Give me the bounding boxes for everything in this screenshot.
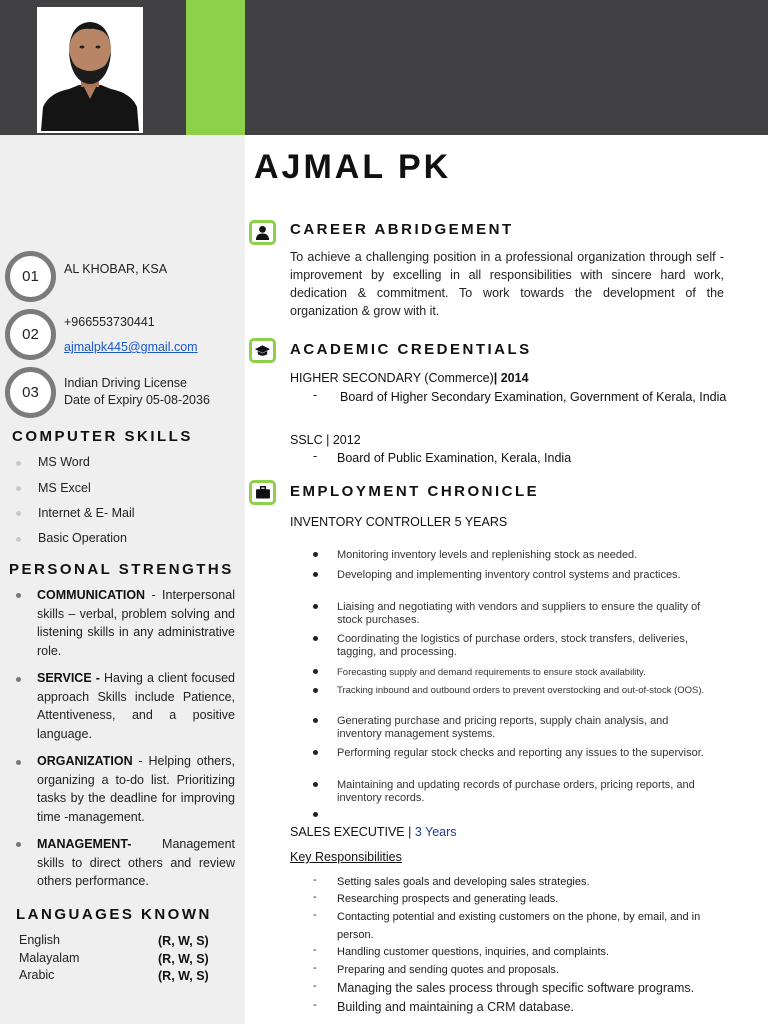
email-link[interactable]: ajmalpk445@gmail.com	[64, 340, 198, 354]
job-title-inventory: INVENTORY CONTROLLER 5 YEARS	[290, 515, 508, 529]
higher-secondary-title: HIGHER SECONDARY (Commerce)| 2014	[290, 371, 529, 385]
strength-bullet	[16, 677, 21, 682]
language-level: (R, W, S)	[158, 934, 209, 948]
language-level: (R, W, S)	[158, 952, 209, 966]
skill-item: Basic Operation	[38, 531, 127, 545]
skill-item: Internet & E- Mail	[38, 506, 135, 520]
dash-bullet: -	[313, 944, 317, 956]
inventory-duty: Developing and implementing inventory control systems and practices.	[337, 569, 681, 581]
personal-strengths-heading: PERSONAL STRENGTHS	[9, 561, 234, 578]
license-text: Indian Driving License	[64, 376, 187, 390]
skill-item: MS Word	[38, 455, 90, 469]
candidate-name: AJMAL PK	[254, 148, 452, 186]
skill-bullet	[16, 486, 21, 491]
briefcase-icon	[249, 480, 276, 505]
job-title-sales: SALES EXECUTIVE | 3 Years	[290, 825, 457, 839]
inventory-duty: Forecasting supply and demand requirements to ensure stock availability.	[337, 667, 646, 678]
phone-text: +966553730441	[64, 315, 155, 329]
sales-duty: Researching prospects and generating leads.	[337, 893, 559, 905]
skill-bullet	[16, 537, 21, 542]
list-bullet	[313, 750, 318, 755]
strength-item: COMMUNICATION - Interpersonal skills – verbal, problem solving and listening skills in any administrative role.	[37, 588, 235, 658]
graduation-cap-icon	[249, 338, 276, 363]
sales-duty: Contacting potential and existing customers on the phone, by email, and in person.	[337, 911, 701, 941]
list-bullet	[313, 688, 318, 693]
sslc-title: SSLC | 2012	[290, 433, 361, 447]
list-bullet	[313, 604, 318, 609]
sales-duty: Setting sales goals and developing sales strategies.	[337, 876, 590, 888]
dash-bullet: -	[313, 980, 317, 992]
key-responsibilities-heading: Key Responsibilities	[290, 850, 402, 864]
list-bullet	[313, 572, 318, 577]
inventory-duty: Tracking inbound and outbound orders to prevent overstocking and out-of-stock (OOS).	[337, 685, 705, 696]
dash-bullet: -	[313, 962, 317, 974]
strength-item: ORGANIZATION - Helping others, organizing a to-do list. Prioritizing tasks by the deadline for improving time -management.	[37, 754, 235, 824]
strength-bullet	[16, 593, 21, 598]
strength-bullet	[16, 760, 21, 765]
license-expiry-text: Date of Expiry 05-08-2036	[64, 393, 210, 407]
language-name: Arabic	[19, 968, 55, 982]
list-bullet	[313, 812, 318, 817]
skill-bullet	[16, 461, 21, 466]
sslc-board: Board of Public Examination, Kerala, India	[337, 451, 572, 465]
sales-duty: Managing the sales process through specific software programs.	[337, 981, 695, 995]
career-text: To achieve a challenging position in a professional organization through self - improvement by excelling in all responsibilities with sincere hard work, dedication & commitment. To work towards the development of the organization & grow with it.	[290, 250, 724, 318]
strength-item: MANAGEMENT- Management skills to direct others and review others performance.	[37, 837, 235, 888]
person-icon	[249, 220, 276, 245]
contact-number-01: 01	[5, 251, 56, 302]
location-text: AL KHOBAR, KSA	[64, 262, 168, 276]
sales-duty: Preparing and sending quotes and proposals.	[337, 964, 559, 976]
inventory-duty: Maintaining and updating records of purchase orders, pricing reports, and inventory records.	[337, 779, 695, 804]
language-name: English	[19, 933, 60, 947]
higher-secondary-board: Board of Higher Secondary Examination, Government of Kerala, India	[340, 390, 727, 404]
dash-bullet: -	[313, 874, 317, 886]
inventory-duty: Liaising and negotiating with vendors and suppliers to ensure the quality of stock purchases.	[337, 601, 701, 626]
list-bullet	[313, 718, 318, 723]
dash-bullet: -	[313, 909, 317, 921]
career-heading: CAREER ABRIDGEMENT	[290, 221, 514, 238]
computer-skills-heading: COMPUTER SKILLS	[12, 428, 193, 445]
employment-heading: EMPLOYMENT CHRONICLE	[290, 483, 540, 500]
inventory-duty: Monitoring inventory levels and replenishing stock as needed.	[337, 549, 638, 561]
academic-heading: ACADEMIC CREDENTIALS	[290, 341, 532, 358]
header-accent-bar	[186, 0, 245, 135]
skill-item: MS Excel	[38, 481, 91, 495]
strength-item: SERVICE - Having a client focused approach Skills include Patience, Attentiveness, and a positive language.	[37, 671, 235, 741]
language-name: Malayalam	[19, 951, 80, 965]
inventory-duty: Performing regular stock checks and reporting any issues to the supervisor.	[337, 747, 704, 759]
list-bullet	[313, 782, 318, 787]
strength-bullet	[16, 842, 21, 847]
languages-heading: LANGUAGES KNOWN	[16, 906, 212, 923]
profile-photo	[37, 7, 143, 133]
sales-duty: Building and maintaining a CRM database.	[337, 1000, 574, 1014]
sales-duty: Handling customer questions, inquiries, and complaints.	[337, 946, 610, 958]
dash-bullet: -	[313, 388, 318, 402]
contact-number-02: 02	[5, 309, 56, 360]
dash-bullet: -	[313, 999, 317, 1011]
language-level: (R, W, S)	[158, 969, 209, 983]
inventory-duty: Coordinating the logistics of purchase orders, stock transfers, deliveries, tagging, and processing.	[337, 633, 688, 658]
list-bullet	[313, 552, 318, 557]
list-bullet	[313, 669, 318, 674]
list-bullet	[313, 636, 318, 641]
dash-bullet: -	[313, 891, 317, 903]
dash-bullet: -	[313, 449, 318, 463]
inventory-duty: Generating purchase and pricing reports, supply chain analysis, and inventory management systems.	[337, 715, 669, 740]
contact-number-03: 03	[5, 367, 56, 418]
skill-bullet	[16, 511, 21, 516]
